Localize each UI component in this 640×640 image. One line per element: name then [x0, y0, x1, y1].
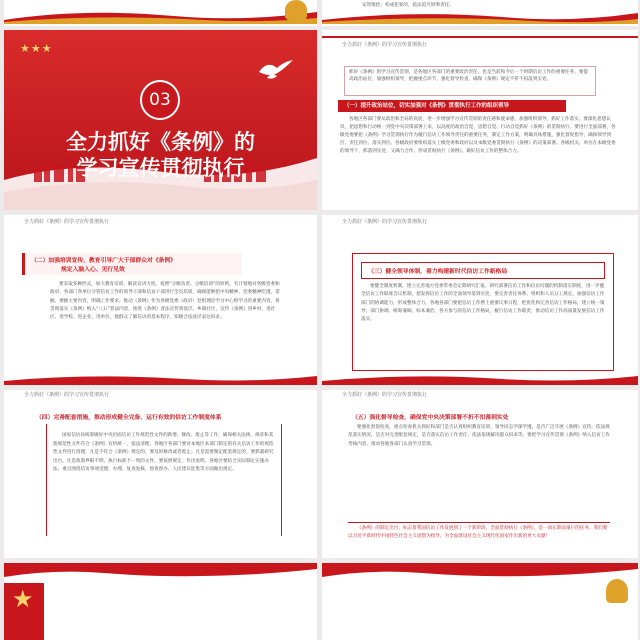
slide-partial-bottom-left [4, 563, 317, 640]
star-icon: ★ [12, 585, 34, 613]
slide-partial-top-left [4, 0, 317, 26]
section-heading-4: （四）完善配套措施，推动形成健全完备、运行有效的信访工作制度体系 [36, 415, 222, 421]
header-bar [322, 36, 638, 38]
section-body-1: 各地区各部门要从政治和全局的高度，进一步增强学习宣传贯彻的责任感和使命感，加强组织领导，抓好工作落实。要深化思想认识，把思想和行动统一到党中央决策部署上来，以高度的政治自觉、思想自觉、行动自觉抓好《条例》的贯彻执行。要进行全面部署，各级党委要把《条例》学习贯彻执行作为履行信访工作领导责任的重要任务，制定工作方案，明确具体措施，强化督促指导，确保领导到位、责任到位、落实到位。各级政府要组织落实上级党委和政府以及本级党委贯彻执行《条例》的决策部署。各级机关、单位在本级党委的领导下，抓落到实处，又确力合作，形成贯彻执行《条例》、做好信访工作的整体合力。 [340, 117, 616, 154]
slide-header: 全力抓好《条例》的学习宣传贯彻执行 [342, 42, 428, 48]
section-body-3: 要健全制度机制，建立完善地方党委常委会定期研究汇报、研究部署信访工作和信访问题的机制落实制度，进一步健全信访工作联席会议机制，把发挥信访工作的全面领导落到实处。要完善责任体系，组织和人员分工规定，加强信访工作部门的协调能力，形成整体合力。各地各部门要把信访工作摆上重要议事日程，把优化和完善信访工作格局，建立统一领导、部门协调、统筹兼顾、标本兼治、各方参与的信访工作格局，履行信访工作职责，推动信访工作高质量发展信访工作落实。 [361, 284, 605, 323]
section-cover-slide [4, 30, 317, 210]
lion-icon [285, 0, 307, 20]
slide-partial-top-right [322, 0, 638, 26]
slide-header: 全力抓好《条例》的学习宣传贯彻执行 [342, 392, 428, 398]
section-body-2: 要采取多种形式，加大教育培训、解读宣讲力度。按照“分级负责、分级培训”的原则，有计划地对各级党委和政府、各部门各单位分管信访工作的领导干部和信访干部进行全员培训，确保能够把中央精神、党委精神吃透、掌握、要握主要内容，明确工作要求。推动《条例》作为各级党委（政府）党组理论学习中心组学习的重要内容，将贯彻落实《条例》纳入“八五”普法内容，推进《条例》普法宣传到基层、乡镇社区，宣传《条例》进乡村、进社区、进学校、进企业、进单位，使群众了解信访的基本程序，知晓合法途径表达诉求。 [50, 282, 280, 321]
section-number-badge: 03 [140, 80, 180, 120]
section-heading-2-line1: （二）加强培训宣传，教育引导广大干部群众对《条例》 [31, 258, 176, 264]
wave-decoration [4, 373, 317, 385]
slide-organize-leadership [322, 30, 638, 210]
intro-box [344, 66, 596, 96]
cover-title-line2: 学习宣传贯彻执行 [76, 156, 245, 180]
closing-box [348, 522, 610, 552]
slide-header: 全力抓好《条例》的学习宣传贯彻执行 [24, 392, 110, 398]
cover-title-line1: 全力抓好《条例》的 [66, 130, 255, 154]
slide-leadership-system [322, 215, 638, 385]
lion-icon [606, 579, 628, 603]
content-frame [352, 253, 614, 371]
section-body-5: 要强化督促检查，重点检查机关抓好和部门是否认真组织教育培训，领导同志学深学透，是否广泛开展《条例》宣传，依法规范落实情况，是否对完善配套规定，是否落实信访工作责任，依法依规解决群众诉求等。要把学习宣传贯彻《条例》纳入信访工作考核内容，推动各地各部门认真学习贯彻。 [348, 425, 610, 447]
slide-partial-bottom-right [322, 563, 638, 640]
section-body-4: 国家信访局统筹做好中央层面信访工作规范性文件的新增、修改、废止等工作，确保相关法规、规章和其他规范性文件符合《条例》有机统一，依法清理。各地区各部门要对本地区本部门制定的有关信访工作的规范性文件进行清理，凡是不符合《条例》规定的，要及时修改或者废止；凡是需要制定配套规定的，要抓紧研究出台。凡是政策界限不明、执行标准不一致的文件，要按照规定，作出说明。各地区要结合实际制定实施办法，重点围绕信访事项受理、办理、复查复核、督查督办、人民建议征集等方面做出规定。 [53, 433, 274, 473]
slide-supervision [322, 390, 638, 558]
slide-supporting-measures [4, 390, 317, 558]
section-heading-2-line2: 规定入脑入心、见行见效 [61, 267, 125, 273]
intro-text: 抓好《条例》的学习宣传贯彻，是各地区各部门的重要政治责任，也是当前和今后一个时期信访工作的重要任务。要提高政治站位，加强组织领导，把握重点环节，强化督导检查，确保《条例》规定不折不扣落到实处。 [349, 70, 588, 82]
star-icon: ★★★ [20, 42, 53, 55]
partial-text: 安管维控；构成犯罪的，依法追究刑事责任。 [362, 3, 454, 8]
body-frame [46, 424, 282, 536]
section-heading-1: （一）提升政治站位，切实加强对《条例》贯彻执行工作的组织领导 [338, 100, 566, 112]
wave-decoration [322, 12, 638, 24]
dove-icon [257, 58, 297, 82]
wave-decoration [322, 563, 638, 640]
slide-header: 全力抓好《条例》的学习宣传贯彻执行 [24, 219, 110, 225]
section-heading-3: （三）健全领导体制，着力构建新时代信访工作新格局 [361, 262, 605, 279]
wave-decoration [322, 373, 638, 385]
wave-decoration [4, 563, 317, 640]
cover-background [4, 30, 317, 210]
wave-decoration [4, 10, 317, 24]
heading-box [22, 253, 242, 275]
closing-text: 《条例》的制定出台，标志着我国信访工作发展到了一个新阶段，全面贯彻执行《条例》，是一项长期而艰巨的任务。我们要以习近平新时代中国特色社会主义思想为指导，为全面建设社会主义现代化国家作出新的更大贡献！ [348, 526, 608, 539]
slide-training-publicity [4, 215, 317, 385]
section-heading-5: （五）强化督导检查，确保党中央决策部署不折不扣落到实处 [352, 415, 509, 421]
slide-header: 全力抓好《条例》的学习宣传贯彻执行 [342, 219, 428, 225]
